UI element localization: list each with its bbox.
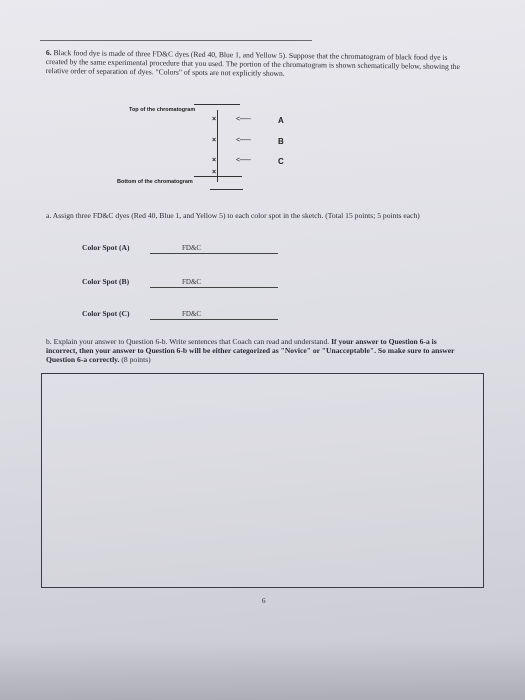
part-b-points: (8 points) bbox=[121, 355, 151, 364]
color-spot-b-blank bbox=[150, 287, 278, 288]
color-spot-c-blank bbox=[150, 319, 278, 320]
chromatogram-diagram bbox=[117, 100, 380, 200]
spot-b-arrow: <------ bbox=[236, 137, 251, 144]
color-spot-b-label: Color Spot (B) bbox=[82, 277, 130, 286]
color-spot-a-answer[interactable]: FD&C bbox=[182, 244, 202, 252]
page-number: 6 bbox=[262, 597, 266, 605]
part-a-prompt: a. Assign three FD&C dyes (Red 40, Blue 1, and Yellow 5) to each color spot in the sketch. (Total 15 points; 5 points each) bbox=[46, 211, 420, 220]
part-b-answer-box[interactable] bbox=[41, 373, 484, 588]
spot-a-mark: × bbox=[212, 116, 217, 123]
color-spot-c-answer[interactable]: FD&C bbox=[182, 310, 202, 318]
color-spot-a-blank bbox=[150, 253, 278, 254]
chromatogram-lane-line bbox=[217, 110, 218, 182]
spot-b-letter: B bbox=[278, 137, 284, 146]
part-b-prompt-start: b. Explain your answer to Question 6-b. Write sentences that Coach can read and understand. bbox=[46, 337, 330, 346]
spot-a-letter: A bbox=[278, 116, 284, 125]
chromatogram-bottom-line bbox=[210, 189, 243, 190]
color-spot-c-label: Color Spot (C) bbox=[82, 309, 130, 318]
chromatogram-bottom-label: Bottom of the chromatogram bbox=[117, 179, 193, 185]
chromatogram-top-label: Top of the chromatogram bbox=[129, 107, 196, 113]
header-rule bbox=[40, 40, 312, 41]
spot-a-arrow: <------ bbox=[236, 116, 251, 123]
question-intro-text: Black food dye is made of three FD&C dyes (Red 40, Blue 1, and Yellow 5). Suppose that the chromatogram of black food dye is created by the same experimental procedure that you used. The portion of the chromatogram is shown schematically below, showing the relative order of separation of dyes. "Colors" of spots are not explicitly shown. bbox=[45, 48, 461, 78]
spot-c-letter: C bbox=[278, 157, 284, 166]
spot-b-mark: × bbox=[212, 137, 217, 144]
part-b-prompt bbox=[46, 337, 466, 364]
chromatogram-top-line bbox=[194, 104, 240, 105]
question-6-intro bbox=[46, 48, 466, 80]
question-number: 6. bbox=[45, 48, 52, 58]
origin-mark: × bbox=[212, 169, 217, 176]
spot-c-mark: × bbox=[212, 157, 217, 164]
spot-c-arrow: <------ bbox=[236, 157, 251, 164]
color-spot-b-answer[interactable]: FD&C bbox=[182, 278, 202, 286]
color-spot-a-label: Color Spot (A) bbox=[82, 243, 130, 252]
chromatogram-origin-line bbox=[194, 176, 242, 177]
part-b-prompt-warning: If your answer to Question 6-a is incorrect, then your answer to Question 6-b will be either categorized as "Novice" or "Unacceptable". So make sure to answer Question 6-a correctly. bbox=[46, 337, 455, 364]
